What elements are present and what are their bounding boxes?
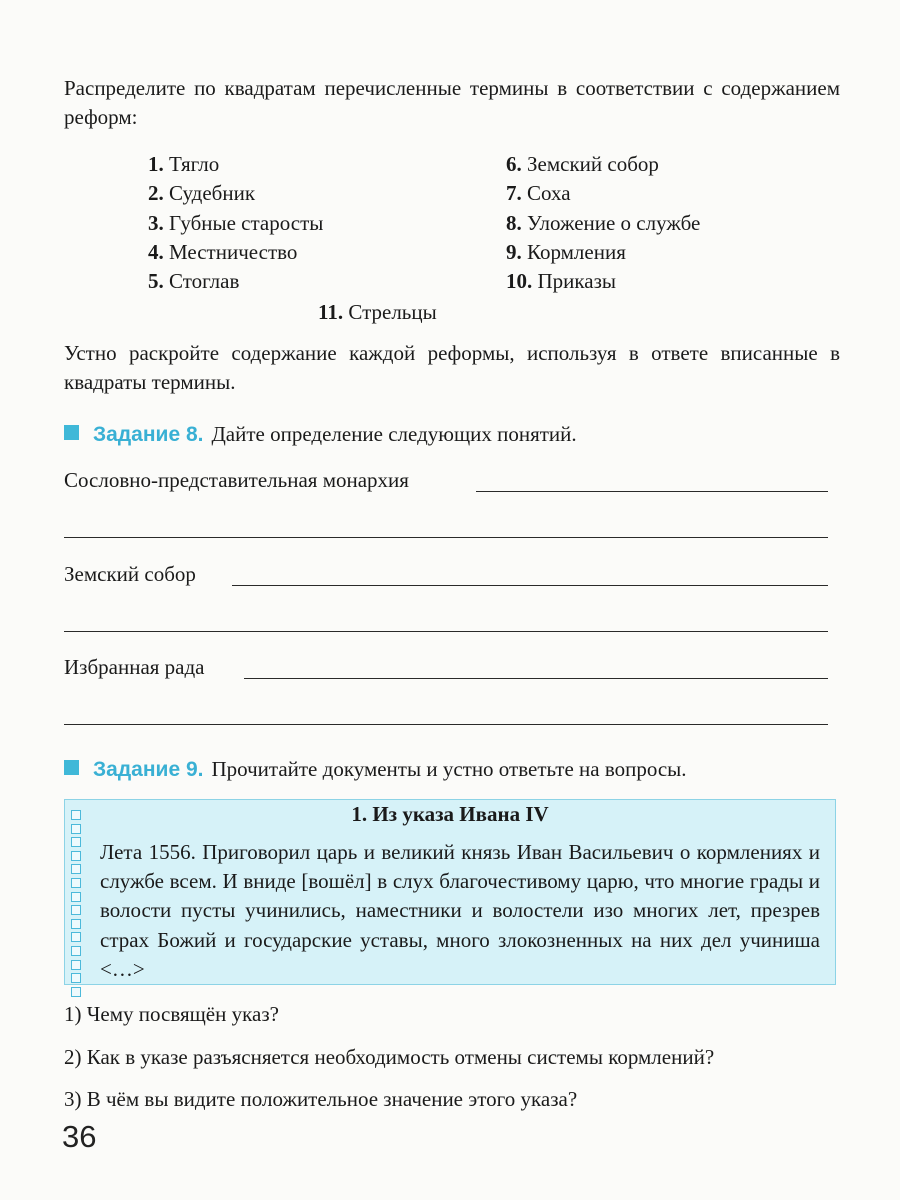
task-marker-icon [64,425,79,440]
answer-line[interactable] [476,491,828,492]
term-item: 7. Соха [506,181,571,206]
term-item: 4. Местничество [148,239,298,264]
document-text: Лета 1556. Приговорил царь и великий князь Иван Васильевич о кормлениях и службе всем. И вниде [вошёл] в слух благочестивому царю, что многие грады и волости пусты учинились, наместники и волостели изо многих лет, презрев страх Божий и государские уставы, много злокозненных на них дел учиниша <…> [100,840,820,981]
document-title: 1. Из указа Ивана IV [351,802,549,826]
term-item: 5. Стоглав [148,269,240,294]
term-item: 1. Тягло [148,152,220,176]
task8-label: Задание 8. [93,423,204,446]
definition-label: Избранная рада [64,655,205,679]
answer-line[interactable] [244,678,828,679]
page-number: 36 [62,1119,97,1154]
oral-instruction: Устно раскройте содержание каждой реформы, используя в ответе вписанные в квадраты термины. [64,341,840,394]
intro-paragraph: Распределите по квадратам перечисленные термины в соответствии с содержанием реформ: [64,76,840,129]
task9-heading [64,755,687,784]
answer-line[interactable] [64,631,828,632]
term-item-11: 11. Стрельцы [318,300,437,324]
answer-line[interactable] [232,585,828,586]
decorative-squares-icon [71,810,85,1000]
question-item: 2) Как в указе разъясняется необходимость отмены системы кормлений? [64,1045,715,1069]
question-item: 3) В чём вы видите положительное значение этого указа? [64,1087,578,1111]
task9-label: Задание 9. [93,758,204,781]
term-item: 2. Судебник [148,181,256,206]
question-item: 1) Чему посвящён указ? [64,1002,279,1026]
term-item: 3. Губные старосты [148,210,324,235]
task8-heading [64,420,577,449]
terms-list-right [506,150,700,296]
task9-text: Прочитайте документы и устно ответьте на вопросы. [211,757,687,781]
terms-list-left [148,150,323,296]
term-item: 10. Приказы [506,269,617,294]
definition-label: Сословно-представительная монархия [64,468,409,492]
task8-text: Дайте определение следующих понятий. [211,422,577,446]
definition-label: Земский собор [64,562,196,586]
term-item: 6. Земский собор [506,152,659,176]
term-item: 8. Уложение о службе [506,210,701,235]
answer-line[interactable] [64,724,828,725]
answer-line[interactable] [64,537,828,538]
task-marker-icon [64,760,79,775]
term-item: 9. Кормления [506,239,626,264]
